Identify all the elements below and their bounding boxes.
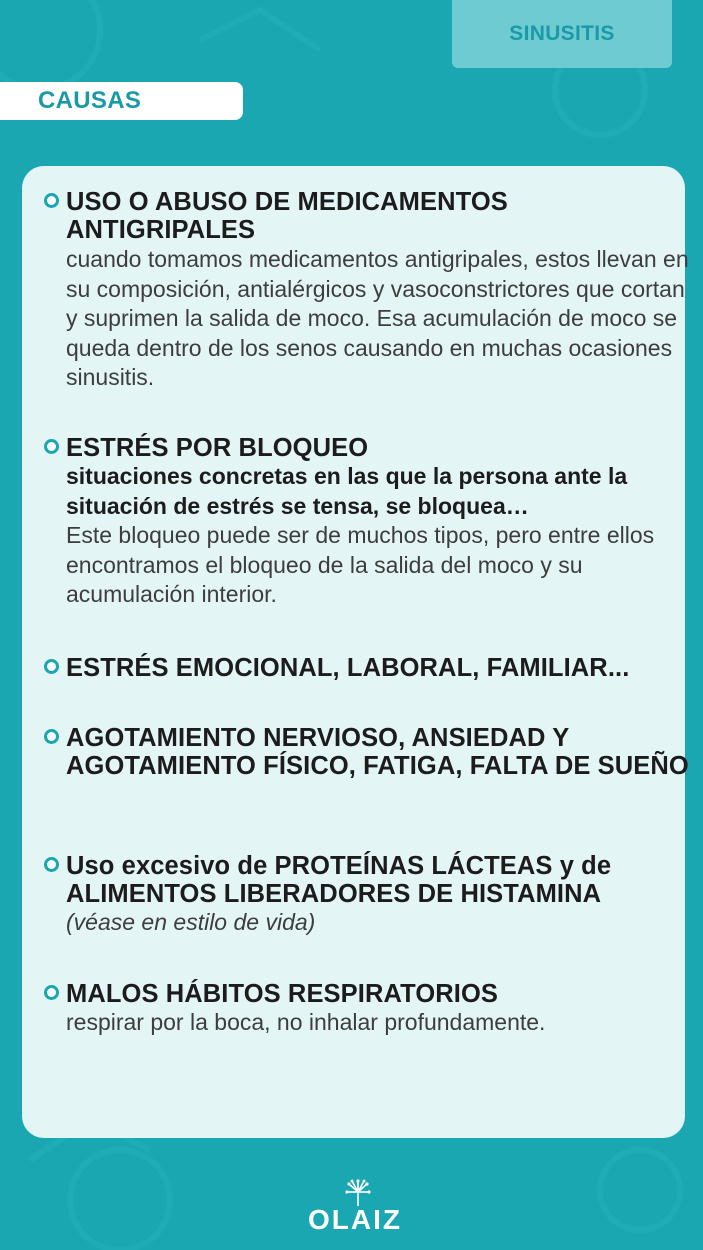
causes-card <box>22 166 689 1138</box>
cause-description: Este bloqueo puede ser de muchos tipos, pero entre ellos encontramos el bloqueo de la salida del moco y su acumulación interior. <box>66 522 655 607</box>
cause-title: AGOTAMIENTO NERVIOSO, ANSIEDAD Y AGOTAMIENTO FÍSICO, FATIGA, FALTA DE SUEÑO <box>66 724 689 780</box>
cause-title: MALOS HÁBITOS RESPIRATORIOS <box>66 980 498 1008</box>
section-heading <box>0 82 243 120</box>
logo-wordmark: OLAIZ <box>308 1204 402 1235</box>
cause-description: respirar por la boca, no inhalar profundamente. <box>66 1009 546 1035</box>
section-heading-label: CAUSAS <box>38 87 142 114</box>
cause-title: ESTRÉS POR BLOQUEO <box>66 434 369 462</box>
cause-item-proteinas <box>66 852 691 938</box>
topic-tab[interactable] <box>452 0 672 68</box>
bullet-icon <box>44 857 59 872</box>
cause-title: Uso excesivo de PROTEÍNAS LÁCTEAS y de ALIMENTOS LIBERADORES DE HISTAMINA <box>66 852 612 908</box>
cause-description: cuando tomamos medicamentos antigripales, estos llevan en su composición, antialérgicos y vasoconstrictores que cortan y suprimen la salida de moco. Esa acumulación de moco se queda dentro de los senos causando en muchas ocasiones sinusitis. <box>66 246 689 390</box>
topic-tab-label: SINUSITIS <box>509 22 615 45</box>
brand-logo <box>305 1178 405 1234</box>
bullet-icon <box>44 985 59 1000</box>
bullet-icon <box>44 729 59 744</box>
cause-item-estres-emocional <box>66 654 691 682</box>
cause-subtitle: situaciones concretas en las que la persona ante la situación de estrés se tensa, se bloquea… <box>66 463 628 519</box>
cause-title: ESTRÉS EMOCIONAL, LABORAL, FAMILIAR... <box>66 654 630 682</box>
dandelion-icon <box>343 1178 373 1208</box>
cause-item-agotamiento <box>66 724 691 780</box>
cause-title: USO O ABUSO DE MEDICAMENTOS ANTIGRIPALES <box>66 188 508 244</box>
cause-item-estres-bloqueo <box>66 434 691 610</box>
cause-item-habitos-respiratorios <box>66 980 691 1038</box>
bullet-icon <box>44 659 59 674</box>
bullet-icon <box>44 193 59 208</box>
bullet-icon <box>44 439 59 454</box>
cause-note: (véase en estilo de vida) <box>66 909 316 935</box>
cause-item-medicamentos <box>66 188 691 393</box>
